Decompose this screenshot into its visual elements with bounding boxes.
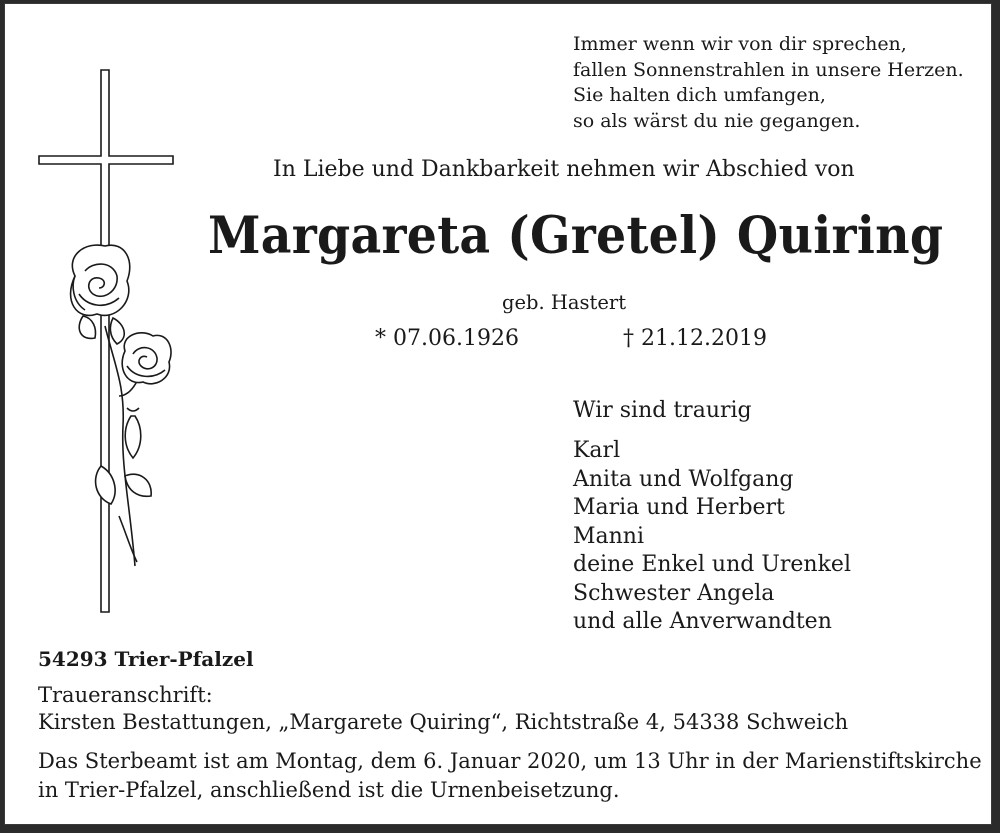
death-date: † 21.12.2019: [623, 326, 767, 351]
service-line: in Trier-Pfalzel, anschließend ist die Urnenbeisetzung.: [38, 778, 620, 802]
mourner-name: Schwester Angela: [573, 580, 775, 606]
deceased-name: Margareta (Gretel) Quiring: [208, 206, 944, 266]
birth-date: * 07.06.1926: [375, 326, 519, 351]
location: 54293 Trier-Pfalzel: [38, 647, 254, 671]
memorial-poem: [573, 32, 964, 134]
maiden-name: geb. Hastert: [502, 291, 627, 314]
farewell-intro: In Liebe und Dankbarkeit nehmen wir Abschied von: [273, 157, 855, 182]
service-info: [38, 747, 982, 805]
poem-line: so als wärst du nie gegangen.: [573, 109, 861, 132]
poem-line: fallen Sonnenstrahlen in unsere Herzen.: [573, 58, 964, 81]
cross-with-roses-icon: [35, 66, 185, 630]
address-label: Traueranschrift:: [38, 683, 213, 707]
mourner-name: Anita und Wolfgang: [573, 466, 794, 492]
mourner-name: Maria und Herbert: [573, 495, 785, 520]
mourners-heading: Wir sind traurig: [573, 398, 752, 423]
poem-line: Immer wenn wir von dir sprechen,: [573, 33, 907, 55]
mourners-list: [573, 437, 851, 637]
obituary-notice: [4, 3, 992, 825]
mourner-name: Karl: [573, 438, 621, 463]
mourner-name: deine Enkel und Urenkel: [573, 552, 851, 577]
service-line: Das Sterbeamt ist am Montag, dem 6. Januar 2020, um 13 Uhr in der Marienstiftskirche: [38, 749, 982, 773]
mourner-name: und alle Anverwandten: [573, 609, 832, 634]
mourner-name: Manni: [573, 523, 645, 549]
poem-line: Sie halten dich umfangen,: [573, 84, 826, 106]
mourning-address: Kirsten Bestattungen, „Margarete Quiring“, Richtstraße 4, 54338 Schweich: [38, 710, 849, 734]
